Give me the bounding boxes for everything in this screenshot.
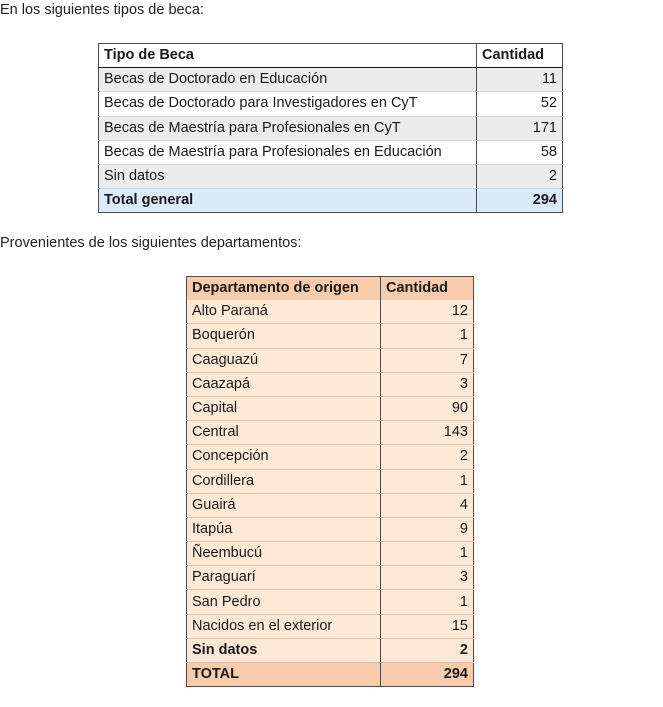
row-value: 143 <box>381 421 474 445</box>
departamentos-header-row <box>187 277 474 301</box>
row-label: Becas de Doctorado en Educación <box>99 68 477 92</box>
row-value: 15 <box>381 614 474 638</box>
table-row <box>99 68 563 92</box>
table-row <box>99 116 563 140</box>
table-row <box>187 517 474 541</box>
row-label: Guairá <box>187 493 381 517</box>
row-value: 58 <box>477 140 563 164</box>
row-label: Boquerón <box>187 324 381 348</box>
row-label: Sin datos <box>187 638 381 662</box>
table-row <box>187 348 474 372</box>
header-tipo-de-beca: Tipo de Beca <box>99 44 477 68</box>
table-row <box>187 445 474 469</box>
total-row <box>99 189 563 213</box>
row-value: 9 <box>381 517 474 541</box>
header-cantidad: Cantidad <box>477 44 563 68</box>
row-label: Paraguarí <box>187 566 381 590</box>
table-row <box>187 421 474 445</box>
intro-departamentos-text: Provenientes de los siguientes departamentos: <box>0 235 302 251</box>
row-value: 1 <box>381 542 474 566</box>
row-label: Becas de Maestría para Profesionales en CyT <box>99 116 477 140</box>
row-label: Becas de Maestría para Profesionales en Educación <box>99 140 477 164</box>
row-value: 90 <box>381 396 474 420</box>
row-value: 3 <box>381 566 474 590</box>
row-value: 2 <box>477 164 563 188</box>
table-row <box>187 614 474 638</box>
becas-header-row <box>99 44 563 68</box>
table-row <box>187 396 474 420</box>
becas-table <box>98 43 563 213</box>
row-value: 52 <box>477 92 563 116</box>
row-label: Sin datos <box>99 164 477 188</box>
row-value: 1 <box>381 324 474 348</box>
table-row <box>187 324 474 348</box>
table-row <box>187 590 474 614</box>
header-cantidad: Cantidad <box>381 277 474 301</box>
row-value: 1 <box>381 469 474 493</box>
header-departamento-de-origen: Departamento de origen <box>187 277 381 301</box>
row-value: 1 <box>381 590 474 614</box>
row-label: Becas de Doctorado para Investigadores en CyT <box>99 92 477 116</box>
table-row <box>187 300 474 324</box>
row-label: San Pedro <box>187 590 381 614</box>
table-row <box>187 493 474 517</box>
table-row <box>99 164 563 188</box>
row-value: 7 <box>381 348 474 372</box>
departamentos-table <box>186 276 474 687</box>
table-row <box>99 140 563 164</box>
intro-becas-text: En los siguientes tipos de beca: <box>0 2 204 18</box>
table-row <box>187 469 474 493</box>
total-label: Total general <box>99 189 477 213</box>
row-label: Concepción <box>187 445 381 469</box>
row-value: 2 <box>381 445 474 469</box>
row-value: 3 <box>381 372 474 396</box>
row-label: Nacidos en el exterior <box>187 614 381 638</box>
table-row <box>187 566 474 590</box>
table-row <box>187 638 474 662</box>
row-label: Central <box>187 421 381 445</box>
row-value: 4 <box>381 493 474 517</box>
row-label: Caaguazú <box>187 348 381 372</box>
total-label: TOTAL <box>187 663 381 687</box>
row-value: 12 <box>381 300 474 324</box>
total-value: 294 <box>477 189 563 213</box>
row-value: 171 <box>477 116 563 140</box>
row-label: Capital <box>187 396 381 420</box>
row-label: Alto Paraná <box>187 300 381 324</box>
row-label: Itapúa <box>187 517 381 541</box>
row-label: Ñeembucú <box>187 542 381 566</box>
table-row <box>187 542 474 566</box>
row-label: Cordillera <box>187 469 381 493</box>
row-value: 11 <box>477 68 563 92</box>
total-row <box>187 663 474 687</box>
row-label: Caazapá <box>187 372 381 396</box>
row-value: 2 <box>381 638 474 662</box>
table-row <box>187 372 474 396</box>
total-value: 294 <box>381 663 474 687</box>
table-row <box>99 92 563 116</box>
